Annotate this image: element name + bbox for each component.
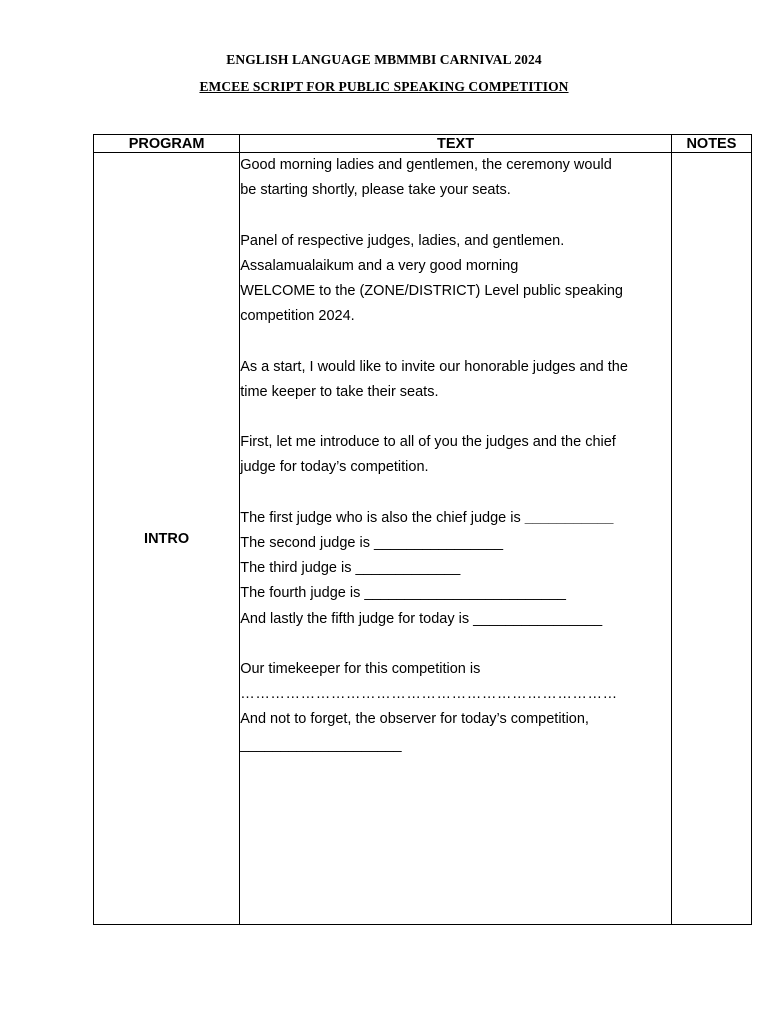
script-line: ____________________ (240, 736, 402, 753)
script-line: time keeper to take their seats. (240, 383, 439, 400)
script-line: And not to forget, the observer for today’s competition, (240, 711, 589, 728)
script-line: Assalamualaikum and a very good morning (240, 257, 519, 274)
script-line: Our timekeeper for this competition is (240, 660, 481, 677)
script-text-cell (240, 153, 672, 925)
first-judge-blank: ___________ (524, 509, 614, 526)
script-line: competition 2024. (240, 308, 355, 325)
script-line: Panel of respective judges, ladies, and gentlemen. (240, 232, 565, 249)
script-line: WELCOME to the (ZONE/DISTRICT) Level public speaking (240, 283, 623, 299)
dotted-blank: ………………………………………………………………… (240, 686, 618, 703)
table-row (94, 153, 752, 925)
column-header-program: PROGRAM (94, 135, 240, 153)
paragraph-greeting (240, 229, 671, 330)
script-table (93, 134, 752, 925)
script-line: judge for today’s competition. (240, 459, 429, 476)
script-line: First, let me introduce to all of you the judges and the chief (240, 434, 616, 451)
column-header-notes: NOTES (671, 135, 751, 153)
script-line: And lastly the fifth judge for today is ________________ (240, 610, 603, 627)
program-cell: INTRO (94, 153, 240, 925)
paragraph-timekeeper-observer (240, 657, 671, 758)
notes-cell (671, 153, 751, 925)
document-title: ENGLISH LANGUAGE MBMMBI CARNIVAL 2024 (226, 52, 542, 67)
table-header-row (94, 135, 752, 153)
first-judge-label: The first judge who is also the chief judge is (240, 509, 521, 526)
script-line: The fourth judge is _________________________ (240, 585, 566, 602)
paragraph-introduce-judges (240, 430, 671, 480)
script-line-first-judge (240, 506, 671, 531)
script-line: As a start, I would like to invite our honorable judges and the (240, 358, 628, 375)
document-subtitle: EMCEE SCRIPT FOR PUBLIC SPEAKING COMPETITION (199, 79, 569, 94)
column-header-text: TEXT (240, 135, 672, 153)
script-line: be starting shortly, please take your seats. (240, 182, 511, 199)
paragraph-welcome-notice (240, 153, 671, 203)
paragraph-judge-list (240, 506, 671, 632)
paragraph-invite-judges (240, 355, 671, 405)
script-line: The second judge is ________________ (240, 534, 504, 551)
script-line: The third judge is _____________ (240, 560, 461, 577)
script-line: Good morning ladies and gentlemen, the ceremony would (240, 157, 612, 173)
